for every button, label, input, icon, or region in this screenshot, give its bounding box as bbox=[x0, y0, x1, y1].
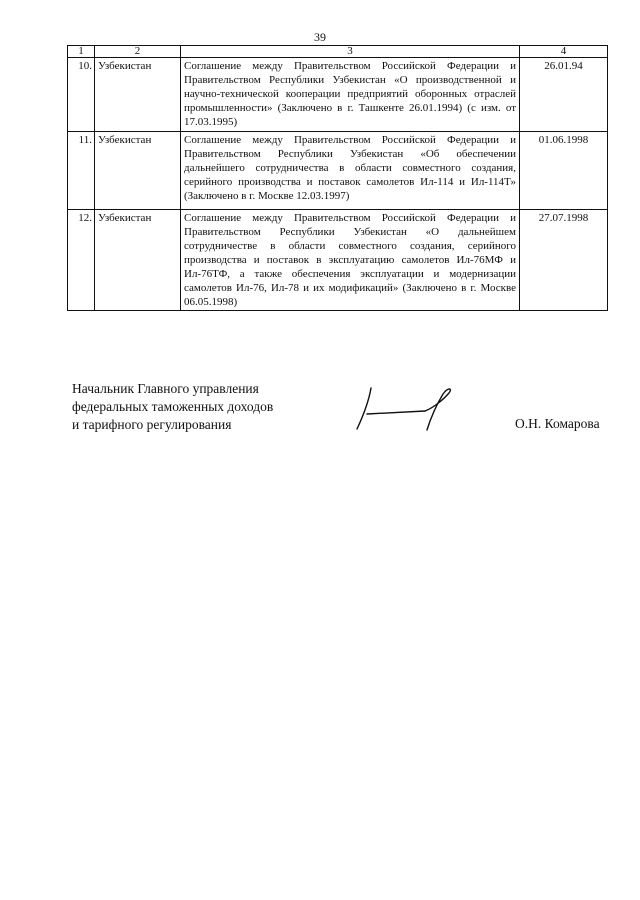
signer-name: О.Н. Комарова bbox=[515, 416, 600, 431]
row-description: Соглашение между Правительством Российской Федерации и Правительством Республики Узбекистан «О дальнейшем сотрудничестве в области совместного создания, серийного производства и поставок в эксплуатацию самолетов Ил-76МФ и Ил-76ТФ, а также обеспечения эксплуатации и модернизации самолетов Ил-76, Ил-78 и их модификаций» (Заключено в г. Москве 06.05.1998) bbox=[181, 210, 520, 311]
signatory-title-line: федеральных таможенных доходов bbox=[72, 399, 274, 414]
signatory-title bbox=[72, 380, 273, 434]
row-date: 27.07.1998 bbox=[520, 210, 608, 311]
header-col-2: 2 bbox=[95, 46, 181, 58]
row-country: Узбекистан bbox=[95, 210, 181, 311]
header-col-3: 3 bbox=[181, 46, 520, 58]
signatory-title-line: и тарифного регулирования bbox=[72, 417, 232, 432]
row-date: 01.06.1998 bbox=[520, 132, 608, 210]
signatory-title-line: Начальник Главного управления bbox=[72, 381, 259, 396]
row-number: 10. bbox=[68, 58, 95, 132]
header-row bbox=[68, 46, 608, 58]
row-country: Узбекистан bbox=[95, 58, 181, 132]
header-col-4: 4 bbox=[520, 46, 608, 58]
row-number: 12. bbox=[68, 210, 95, 311]
row-country: Узбекистан bbox=[95, 132, 181, 210]
header-col-1: 1 bbox=[68, 46, 95, 58]
table-row bbox=[68, 210, 608, 311]
table-row bbox=[68, 132, 608, 210]
row-number: 11. bbox=[68, 132, 95, 210]
row-date: 26.01.94 bbox=[520, 58, 608, 132]
row-description: Соглашение между Правительством Российской Федерации и Правительством Республики Узбекистан «Об обеспечении дальнейшего сотрудничества в области совместного создания, серийного производства и поставок самолетов Ил-114 и Ил-114Т» (Заключено в г. Москве 12.03.1997) bbox=[181, 132, 520, 210]
page-number: 39 bbox=[314, 30, 326, 44]
agreements-table bbox=[67, 45, 608, 311]
table-row bbox=[68, 58, 608, 132]
handwritten-signature bbox=[345, 384, 465, 434]
row-description: Соглашение между Правительством Российской Федерации и Правительством Республики Узбекистан «О производственной и научно-технической кооперации предприятий оборонных отраслей промышленности» (Заключено в г. Ташкенте 26.01.1994) (с изм. от 17.03.1995) bbox=[181, 58, 520, 132]
